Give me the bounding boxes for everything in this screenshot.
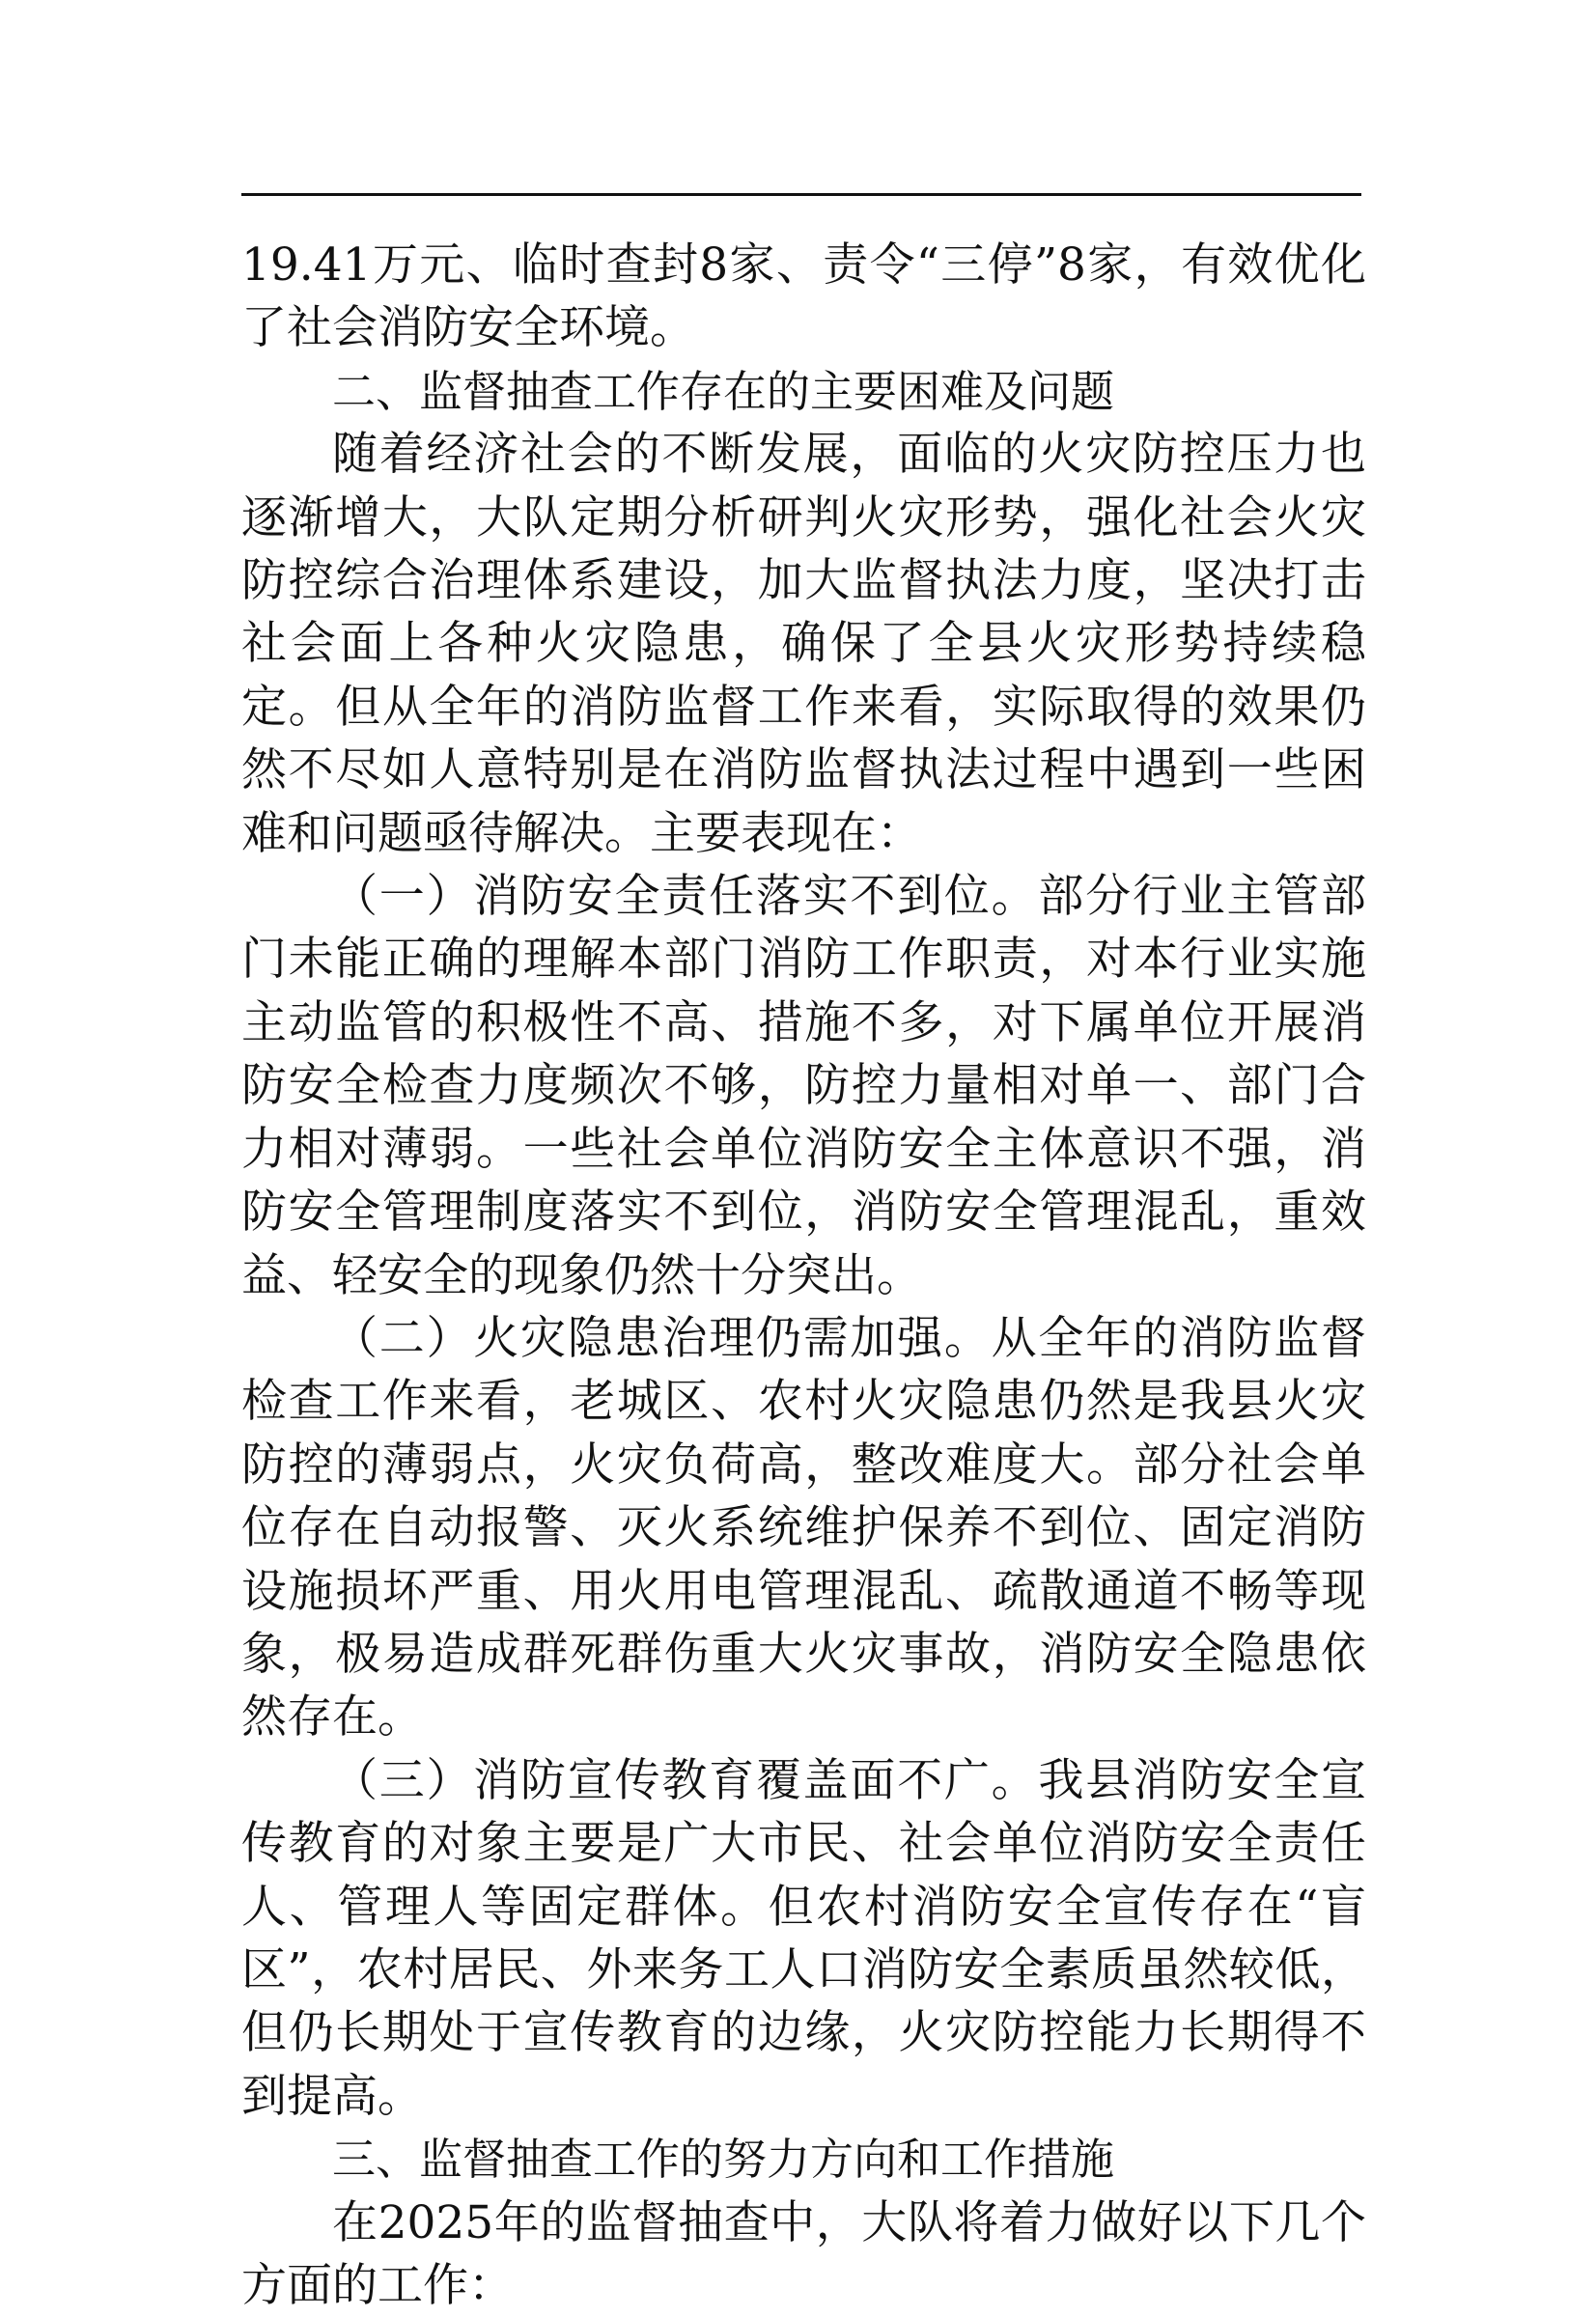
document-body xyxy=(241,234,1366,2317)
paragraph-plan-2025: 在2025年的监督抽查中，大队将着力做好以下几个方面的工作： xyxy=(241,2195,1366,2312)
section-heading-difficulties: 二、监督抽查工作存在的主要困难及问题 xyxy=(332,365,1115,417)
header-rule xyxy=(241,193,1361,196)
paragraph-overview: 随着经济社会的不断发展，面临的火灾防控压力也逐渐增大，大队定期分析研判火灾形势，强化社会火灾防控综合治理体系建设，加大监督执法力度，坚决打击社会面上各种火灾隐患，确保了全县火灾形势持续稳定。但从全年的消防监督工作来看，实际取得的效果仍然不尽如人意特别是在消防监督执法过程中遇到一些困难和问题亟待解决。主要表现在： xyxy=(241,428,1366,860)
section-heading-measures: 三、监督抽查工作的努力方向和工作措施 xyxy=(332,2134,1115,2186)
paragraph-publicity-education: （三）消防宣传教育覆盖面不广。我县消防安全宣传教育的对象主要是广大市民、社会单位消防安全责任人、管理人等固定群体。但农村消防安全宣传存在“盲区”，农村居民、外来务工人口消防安全素质虽然较低，但仍长期处于宣传教育的边缘，火灾防控能力长期得不到提高。 xyxy=(241,1753,1366,2123)
paragraph-responsibility: （一）消防安全责任落实不到位。部分行业主管部门未能正确的理解本部门消防工作职责，对本行业实施主动监管的积极性不高、措施不多，对下属单位开展消防安全检查力度频次不够，防控力量相对单一、部门合力相对薄弱。一些社会单位消防安全主体意识不强，消防安全管理制度落实不到位，消防安全管理混乱，重效益、轻安全的现象仍然十分突出。 xyxy=(241,870,1366,1302)
paragraph-hazard-governance: （二）火灾隐患治理仍需加强。从全年的消防监督检查工作来看，老城区、农村火灾隐患仍然是我县火灾防控的薄弱点，火灾负荷高，整改难度大。部分社会单位存在自动报警、灭火系统维护保养不到位、固定消防设施损坏严重、用火用电管理混乱、疏散通道不畅等现象，极易造成群死群伤重大火灾事故，消防安全隐患依然存在。 xyxy=(241,1311,1366,1745)
paragraph-continuation: 19.41万元、临时查封8家、责令“三停”8家，有效优化了社会消防安全环境。 xyxy=(241,238,1366,355)
